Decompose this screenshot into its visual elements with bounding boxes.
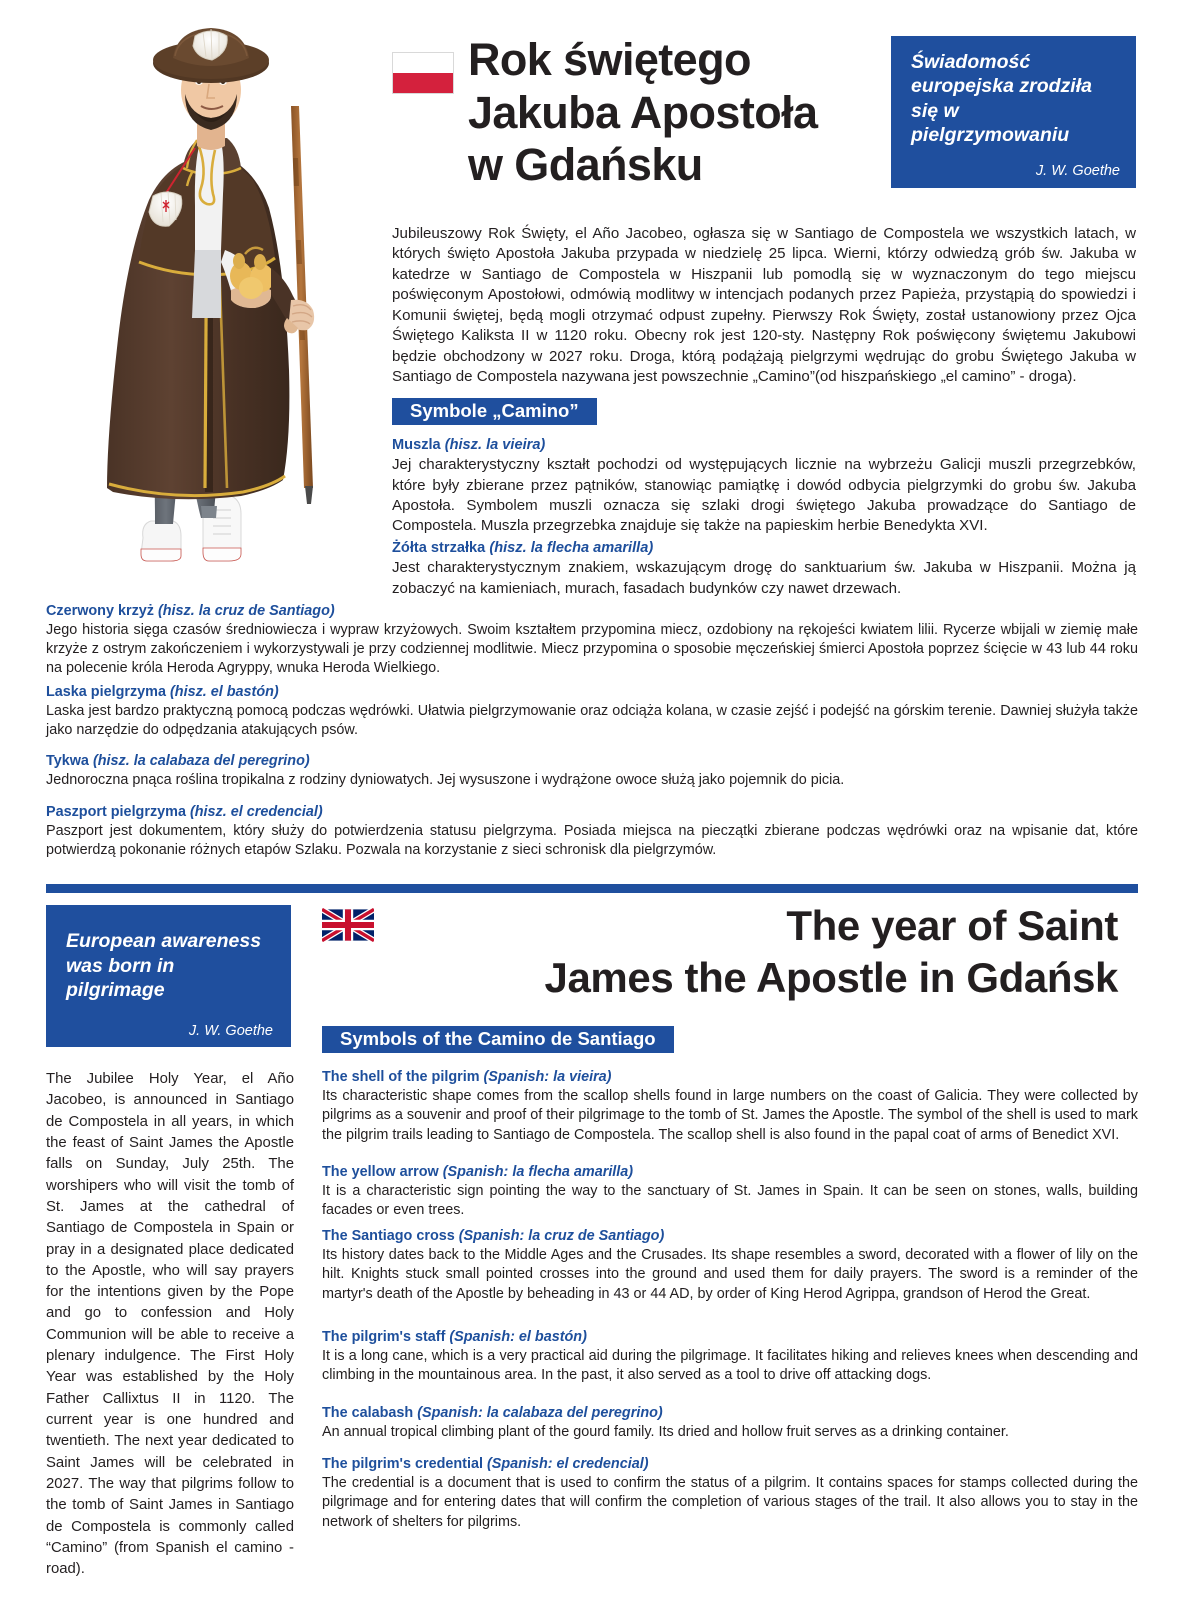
symbol-spanish: (Spanish: la calabaza del peregrino) <box>417 1405 663 1421</box>
symbol-name: The pilgrim's credential <box>322 1456 483 1472</box>
section-divider <box>46 884 1138 893</box>
flag-stripe-white <box>393 53 453 73</box>
symbol-body: Jej charakterystyczny kształt pochodzi od występujących licznie na wybrzeżu Galicji muszli przegrzebków, które były zbierane przez pątników, stanowiąc pamiątkę i dowód odbycia pielgrzymki do grobu św. Jakuba Apostoła. Symbolem muszli oznacza się szlaki drogi świętego Jakuba prowadzące do Santiago de Compostela. Muszla przegrzebka znajduje się także na papieskim herbie Benedykta XVI. <box>392 456 1136 535</box>
symbol-spanish: (hisz. la calabaza del peregrino) <box>92 753 310 769</box>
symbol-body: Its history dates back to the Middle Ages and the Crusades. Its shape resembles a sword, decorated with a flower of lily on the hilt. Knights stuck small pointed crosses into the ground and used them for daily prayers. The sword is a reminder of the martyr's death of the Apostle by beheading in 43 or 44 AD, by order of King Herod Agrippa, grandson of Herod the Great. <box>322 1247 1138 1302</box>
quote-text: Świadomość europejska zrodziła się w pielgrzymowaniu <box>911 51 1092 147</box>
title-line-3: w Gdańsku <box>468 139 703 191</box>
symbol-spanish: (Spanish: la cruz de Santiago) <box>458 1228 665 1244</box>
symbol-name: The Santiago cross <box>322 1228 455 1244</box>
symbol-body: Jego historia sięga czasów średniowiecza i wypraw krzyżowych. Swoim kształtem przypomina miecz, ozdobiony na rękojeści kwiatem lilii. Rycerze wbijali w ziemię małe krzyże z ostrym zakończeniem i wykorzystywali je przy codziennej modlitwie. Miecz przypomina o sposobie męczeńskiej śmierci Apostoła poprzez ścięcie w 43 lub 44 roku na polecenie króla Heroda Agryppy, wnuka Heroda Wielkiego. <box>46 622 1138 677</box>
symbol-spanish: (Spanish: la vieira) <box>483 1069 612 1085</box>
section-header-symbols-polish <box>392 398 1136 425</box>
title-line-2: Jakuba Apostoła <box>468 86 818 138</box>
united-kingdom-flag-icon <box>322 908 374 942</box>
symbol-spanish: (hisz. la flecha amarilla) <box>489 540 654 556</box>
symbol-name: Tykwa <box>46 753 89 769</box>
symbol-body: It is a long cane, which is a very practical aid during the pilgrimage. It facilitates hiking and relieves knees when descending and climbing in the mountainous area. In the past, it also served as a tool to drive off attacking dogs. <box>322 1348 1138 1384</box>
goethe-quote-box-english <box>46 905 291 1047</box>
symbol-spanish: (Spanish: la flecha amarilla) <box>442 1164 634 1180</box>
symbol-body: Its characteristic shape comes from the scallop shells found in large numbers on the coast of Galicia. They were collected by pilgrims as a souvenir and proof of their pilgrimage to the tomb of St. James the Apostle. The symbol of the shell is used to mark the pilgrim trails leading to Santiago de Compostela. The scallop shell is also found in the papal coat of arms of Benedict XVI. <box>322 1088 1138 1143</box>
symbol-body: Jednoroczna pnąca roślina tropikalna z rodziny dyniowatych. Jej wysuszone i wydrążone owoce służą jako pojemnik do picia. <box>46 772 845 788</box>
section-header-label: Symbole „Camino” <box>392 398 597 425</box>
symbol-spanish: (hisz. el credencial) <box>189 804 323 820</box>
symbol-entry-czerwony-krzyz <box>46 602 1138 678</box>
symbol-name: Laska pielgrzyma <box>46 684 166 700</box>
symbol-body: Jest charakterystycznym znakiem, wskazującym drogę do sanktuarium św. Jakuba w Hiszpanii. Można ją zobaczyć na kamieniach, murach, fasadach budynków czy nawet drzewach. <box>392 559 1136 597</box>
page-title-polish <box>468 34 888 192</box>
title-line-1: Rok świętego <box>468 34 751 85</box>
title-line-2: James the Apostle in Gdańsk <box>544 954 1118 1002</box>
symbol-title <box>46 602 1138 620</box>
symbol-spanish: (hisz. el bastón) <box>169 684 279 700</box>
symbol-title <box>322 1068 1138 1086</box>
symbol-title <box>46 803 1138 821</box>
symbol-entry-yellow-arrow <box>322 1163 1138 1221</box>
symbol-spanish: (Spanish: el credencial) <box>486 1456 649 1472</box>
symbol-name: Muszla <box>392 437 441 453</box>
quote-text: European awareness was born in pilgrimage <box>66 930 262 1002</box>
quote-author: J. W. Goethe <box>1035 163 1120 179</box>
quote-author: J. W. Goethe <box>188 1023 273 1039</box>
symbol-title <box>322 1404 1138 1422</box>
symbol-body: The credential is a document that is used to confirm the status of a pilgrim. It contains spaces for stamps collected during the pilgrimage and for entering dates that will confirm the completion of various stages of the trail. It also allows you to stay in the network of shelters for pilgrims. <box>322 1475 1138 1530</box>
symbol-title <box>392 539 1136 557</box>
symbol-entry-zolta-strzalka <box>392 539 1136 599</box>
symbol-entry-calabash <box>322 1404 1138 1442</box>
symbol-entry-shell <box>322 1068 1138 1145</box>
symbol-name: The calabash <box>322 1405 414 1421</box>
symbol-body: Laska jest bardzo praktyczną pomocą podczas wędrówki. Ułatwia pielgrzymowanie oraz odciąża kolana, w czasie zejść i podejść na górskim terenie. Dawniej służyła także jako narzędzie do odpędzania atakujących psów. <box>46 703 1138 739</box>
page-title-english <box>388 900 1118 1004</box>
symbol-entry-tykwa <box>46 752 1138 790</box>
symbol-entry-santiago-cross <box>322 1227 1138 1304</box>
symbol-name: Żółta strzałka <box>392 540 486 556</box>
goethe-quote-box-polish <box>891 36 1136 188</box>
title-line-1: The year of Saint <box>786 902 1118 949</box>
symbol-spanish: (hisz. la cruz de Santiago) <box>157 603 335 619</box>
symbol-title <box>392 436 1136 454</box>
symbol-name: Czerwony krzyż <box>46 603 154 619</box>
symbol-body: An annual tropical climbing plant of the gourd family. Its dried and hollow fruit serves as a drinking container. <box>322 1424 1009 1440</box>
symbol-title <box>322 1328 1138 1346</box>
pilgrim-photo <box>55 18 385 598</box>
symbol-spanish: (hisz. la vieira) <box>444 437 546 453</box>
symbol-entry-pilgrims-credential <box>322 1455 1138 1532</box>
symbol-name: The pilgrim's staff <box>322 1329 446 1345</box>
symbol-title <box>322 1163 1138 1181</box>
symbol-title <box>46 683 1138 701</box>
symbol-entry-pilgrims-staff <box>322 1328 1138 1386</box>
symbol-name: The yellow arrow <box>322 1164 439 1180</box>
flag-stripe-red <box>393 73 453 93</box>
section-header-symbols-english <box>322 1026 1138 1053</box>
intro-paragraph-english: The Jubilee Holy Year, el Año Jacobeo, is announced in Santiago de Compostela in all years, in which the feast of Saint James the Apostle falls on Sunday, July 25th. The worshipers who will visit the tomb of St. James at the cathedral of Santiago de Compostela in Spain or pray in a designated place dedicated to the Apostle, who will say prayers for the intentions given by the Pope and go to confession and Holy Communion will be able to receive a plenary indulgence. The First Holy Year was established by the Holy Father Callixtus II in 1120. The current year is one hundred and twentieth. The next year dedicated to Saint James will be celebrated in 2027. The way that pilgrims follow to the tomb of Saint James in Santiago de Compostela is commonly called “Camino” (from Spanish el camino - road). <box>46 1071 294 1578</box>
symbol-entry-paszport-pielgrzyma <box>46 803 1138 860</box>
symbol-name: Paszport pielgrzyma <box>46 804 186 820</box>
poland-flag-icon <box>392 52 454 94</box>
symbol-title <box>322 1455 1138 1473</box>
symbol-entry-muszla <box>392 436 1136 537</box>
section-header-label: Symbols of the Camino de Santiago <box>322 1026 674 1053</box>
intro-paragraph-polish: Jubileuszowy Rok Święty, el Año Jacobeo, ogłasza się w Santiago de Compostela we wszystkich latach, w których święto Apostoła Jakuba przypada w niedzielę 25 lipca. Wierni, którzy odwiedzą grób św. Jakuba w katedrze w Santiago de Compostela w Hiszpanii lub pomodlą się w wyznaczonym do tego miejscu poświęconym Apostołowi, odmówią modlitwy w intencjach podanych przez Papieża, przystąpią do spowiedzi i Komunii świętej, będą mogli otrzymać odpust zupełny. Pierwszy Rok Święty, został ustanowiony przez Ojca Świętego Kaliksta II w 1120 roku. Obecny rok jest 120-sty. Następny Rok poświęcony świętemu Jakubowi będzie obchodzony w 2027 roku. Droga, którą podążają pielgrzymi wędrując do grobu Świętego Jakuba w Santiago de Compostela nazywana jest powszechnie „Camino”(od hiszpańskiego „el camino” - droga). <box>392 225 1136 386</box>
symbol-entry-laska-pielgrzyma <box>46 683 1138 740</box>
symbol-title <box>46 752 1138 770</box>
symbol-title <box>322 1227 1138 1245</box>
symbol-spanish: (Spanish: el bastón) <box>449 1329 587 1345</box>
symbol-body: It is a characteristic sign pointing the way to the sanctuary of St. James in Spain. It can be seen on stones, walls, building facades or even trees. <box>322 1183 1138 1219</box>
symbol-body: Paszport jest dokumentem, który służy do potwierdzenia statusu pielgrzyma. Posiada miejsca na pieczątki zbierane podczas wędrówki oraz na wpisanie dat, które potwierdzą pokonanie różnych etapów Szlaku. Pozwala na korzystanie z sieci schronisk dla pielgrzymów. <box>46 823 1138 859</box>
symbol-name: The shell of the pilgrim <box>322 1069 480 1085</box>
